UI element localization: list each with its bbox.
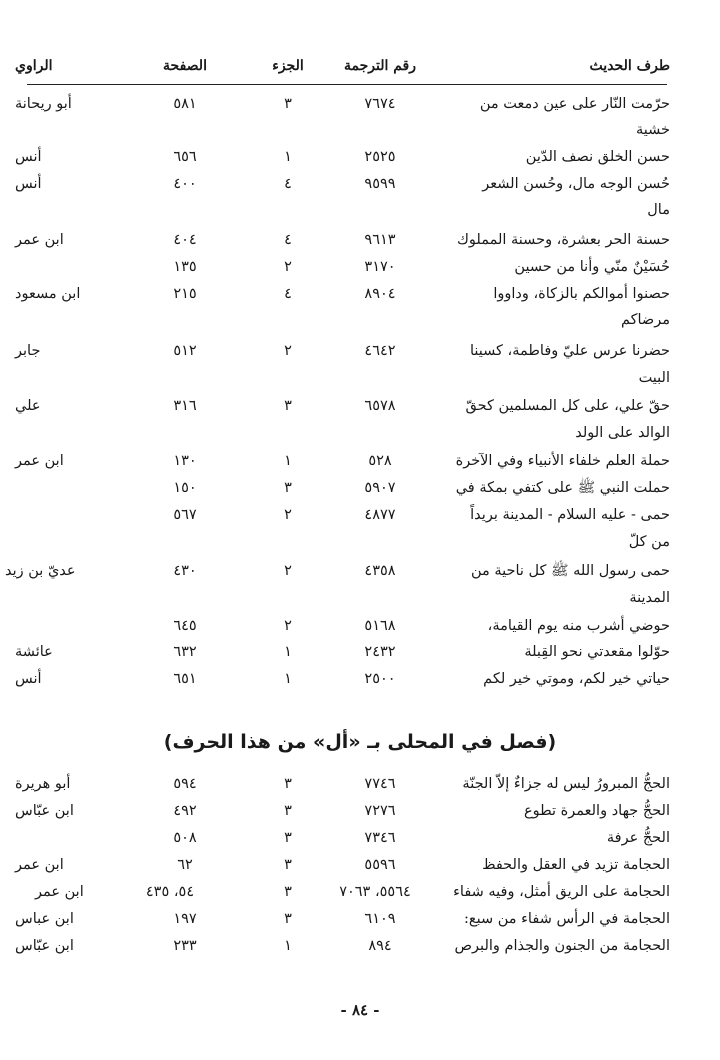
juz-number: ٣ <box>284 830 292 846</box>
page-ref: ٦٥١ <box>173 671 197 687</box>
table-row <box>15 90 670 118</box>
hadith-text: حملة العلم خلفاء الأنبياء وفي الآخرة <box>455 453 670 469</box>
hadith-text: حسن الخلق نصف الدّين <box>525 149 670 165</box>
page-ref: ٥٩٤ <box>173 776 197 792</box>
table-row <box>15 170 670 198</box>
juz-number: ٤ <box>284 286 292 302</box>
page-ref: ١٣٠ <box>173 453 197 469</box>
hadith-text-cont: البيت <box>638 370 670 386</box>
table-row <box>30 878 670 906</box>
tarjama-number: ٤٨٧٧ <box>364 507 396 523</box>
hadith-text: حوّلوا مقعدتي نحو القِبلة <box>524 644 670 660</box>
tarjama-number: ٤٦٤٢ <box>364 343 396 359</box>
table-row <box>15 905 670 933</box>
tarjama-number: ٩٦١٣ <box>364 232 396 248</box>
hadith-text: حمى رسول الله ﷺ كل ناحية من <box>470 563 670 579</box>
hadith-text: الحجامة في الرأس شفاء من سبع: <box>463 911 670 927</box>
tarjama-number: ٦١٠٩ <box>364 911 396 927</box>
tarjama-number: ٧٢٧٦ <box>364 803 396 819</box>
tarjama-number: ٩٥٩٩ <box>364 176 396 192</box>
juz-number: ١ <box>284 671 292 687</box>
narrator: أنس <box>15 149 42 165</box>
header-tarjama: رقم الترجمة <box>343 58 416 74</box>
narrator: علي <box>15 398 41 414</box>
hadith-text: حمى - عليه السلام - المدينة بريداً <box>470 507 670 523</box>
table-row <box>30 253 670 281</box>
page-ref: ٤٣٠ <box>173 563 197 579</box>
narrator: عديّ بن زيد <box>5 563 76 579</box>
hadith-text: الحجامة تزيد في العقل والحفظ <box>482 857 670 873</box>
hadith-text: حملت النبي ﷺ على كتفي بمكة في <box>455 480 670 496</box>
narrator: أنس <box>15 671 42 687</box>
tarjama-number: ٤٣٥٨ <box>364 563 396 579</box>
hadith-continuation <box>30 528 670 556</box>
hadith-continuation <box>30 116 670 144</box>
hadith-continuation <box>30 306 670 334</box>
header-divider <box>27 84 667 85</box>
narrator: أبو ريحانة <box>15 96 72 112</box>
table-row <box>30 501 670 529</box>
hadith-text: الحجامة على الريق أمثل، وفيه شفاء <box>453 884 670 900</box>
narrator: ابن عباس <box>15 911 74 927</box>
table-row <box>15 638 670 666</box>
tarjama-number: ٥٩٠٧ <box>364 480 396 496</box>
hadith-text: حُسن الوجه مال، وحُسن الشعر <box>482 176 670 192</box>
page-number: - ٨٤ - <box>340 1001 380 1019</box>
juz-number: ١ <box>284 453 292 469</box>
page-ref: ٦٥٦ <box>173 149 197 165</box>
page-ref: ٤٠٤ <box>173 232 197 248</box>
tarjama-number: ٥١٦٨ <box>364 618 396 634</box>
juz-number: ٢ <box>284 563 292 579</box>
page-ref: ٤٠٠ <box>173 176 197 192</box>
header-page: الصفحة <box>163 58 207 74</box>
tarjama-number: ٧٣٤٦ <box>364 830 396 846</box>
table-row <box>15 337 670 365</box>
table-row <box>15 797 670 825</box>
hadith-text-cont: مرضاكم <box>620 312 670 328</box>
tarjama-number: ٦٥٧٨ <box>364 398 396 414</box>
narrator: ابن عمر <box>15 453 64 469</box>
tarjama-number: ٥٥٩٦ <box>364 857 396 873</box>
page-ref: ٥١٢ <box>173 343 197 359</box>
page-ref: ٥٦٧ <box>173 507 197 523</box>
page-ref: ٤٩٢ <box>173 803 197 819</box>
tarjama-number: ٢٤٣٢ <box>364 644 396 660</box>
table-row <box>15 447 670 475</box>
juz-number: ٣ <box>284 803 292 819</box>
tarjama-number: ٢٥٢٥ <box>364 149 396 165</box>
tarjama-number: ٨٩٤ <box>368 938 392 954</box>
hadith-text: الحجامة من الجنون والجذام والبرص <box>454 938 670 954</box>
tarjama-number: ٧٦٧٤ <box>364 96 396 112</box>
table-row <box>15 665 670 693</box>
page-ref: ٥٠٨ <box>173 830 197 846</box>
narrator: أبو هريرة <box>15 776 71 792</box>
page-ref: ٢١٥ <box>173 286 197 302</box>
narrator: أنس <box>15 176 42 192</box>
section-title: (فصل في المحلى بـ «أل» من هذا الحرف) <box>163 731 557 753</box>
header-juz: الجزء <box>272 58 304 74</box>
table-row <box>30 612 670 640</box>
narrator: عائشة <box>15 644 53 660</box>
hadith-text: حرّمت النّار على عين دمعت من <box>479 96 670 112</box>
tarjama-number: ٧٧٤٦ <box>364 776 396 792</box>
hadith-text: الحجُّ المبرورُ ليس له جزاءٌ إلاّ الجنّة <box>462 776 670 792</box>
juz-number: ٢ <box>284 618 292 634</box>
juz-number: ٣ <box>284 96 292 112</box>
juz-number: ٣ <box>284 857 292 873</box>
juz-number: ٤ <box>284 232 292 248</box>
narrator: ابن عمر <box>35 884 84 900</box>
hadith-text: حُسَيْنٌ منّي وأنا من حسين <box>514 259 670 275</box>
hadith-text-cont: خشية <box>635 122 670 138</box>
table-row <box>5 557 670 585</box>
juz-number: ٤ <box>284 176 292 192</box>
tarjama-number: ٢٥٠٠ <box>364 671 396 687</box>
header-rawi: الراوي <box>15 58 53 74</box>
hadith-text: حوضي أشرب منه يوم القيامة، <box>487 618 670 634</box>
hadith-continuation <box>30 419 670 447</box>
narrator: جابر <box>15 343 41 359</box>
table-row <box>15 770 670 798</box>
page-ref: ١٩٧ <box>173 911 197 927</box>
narrator: ابن عبّاس <box>15 938 74 954</box>
page-ref: ٦٢ <box>177 857 193 873</box>
table-row <box>15 143 670 171</box>
narrator: ابن عمر <box>15 232 64 248</box>
hadith-text: حضرنا عرس عليّ وفاطمة، كسينا <box>469 343 670 359</box>
hadith-text-cont: المدينة <box>629 590 670 606</box>
page-ref: ٦٣٢ <box>173 644 197 660</box>
tarjama-number: ٥٥٦٤، ٧٠٦٣ <box>339 884 411 900</box>
table-row <box>15 392 670 420</box>
juz-number: ١ <box>284 644 292 660</box>
narrator: ابن مسعود <box>15 286 81 302</box>
hadith-text-cont: مال <box>647 202 670 218</box>
juz-number: ٢ <box>284 507 292 523</box>
table-row <box>15 932 670 960</box>
hadith-text-cont: من كلّ <box>628 534 670 550</box>
narrator: ابن عمر <box>15 857 64 873</box>
header-hadith: طرف الحديث <box>589 58 670 74</box>
table-row <box>15 280 670 308</box>
tarjama-number: ٣١٧٠ <box>364 259 396 275</box>
juz-number: ١ <box>284 149 292 165</box>
page-ref: ١٣٥ <box>173 259 197 275</box>
juz-number: ٣ <box>284 911 292 927</box>
hadith-text: الحجُّ عرفة <box>606 830 670 846</box>
juz-number: ١ <box>284 938 292 954</box>
hadith-continuation <box>30 584 670 612</box>
page-ref: ٥٨١ <box>173 96 197 112</box>
hadith-text: حقّ علي، على كل المسلمين كحقّ <box>465 398 670 414</box>
page-ref: ٣١٦ <box>173 398 197 414</box>
juz-number: ٣ <box>284 398 292 414</box>
page-ref: ٦٤٥ <box>173 618 197 634</box>
tarjama-number: ٥٢٨ <box>368 453 392 469</box>
hadith-text-cont: الوالد على الولد <box>575 425 670 441</box>
page-ref: ٢٣٣ <box>173 938 197 954</box>
juz-number: ٣ <box>284 480 292 496</box>
table-row <box>30 474 670 502</box>
table-row <box>30 824 670 852</box>
hadith-text: حصنوا أموالكم بالزكاة، وداووا <box>493 286 670 302</box>
page-ref: ٥٤، ٤٣٥ <box>145 884 195 900</box>
hadith-continuation <box>30 364 670 392</box>
page-ref: ١٥٠ <box>173 480 197 496</box>
hadith-text: الحجُّ جهاد والعمرة تطوع <box>523 803 670 819</box>
juz-number: ٣ <box>284 884 292 900</box>
tarjama-number: ٨٩٠٤ <box>364 286 396 302</box>
juz-number: ٢ <box>284 343 292 359</box>
hadith-text: حياتي خير لكم، وموتي خير لكم <box>483 671 670 687</box>
juz-number: ٢ <box>284 259 292 275</box>
hadith-continuation <box>30 196 670 224</box>
narrator: ابن عبّاس <box>15 803 74 819</box>
table-header <box>15 52 670 80</box>
table-row <box>15 226 670 254</box>
hadith-text: حسنة الحر بعشرة، وحسنة المملوك <box>456 232 670 248</box>
table-row <box>15 851 670 879</box>
juz-number: ٣ <box>284 776 292 792</box>
